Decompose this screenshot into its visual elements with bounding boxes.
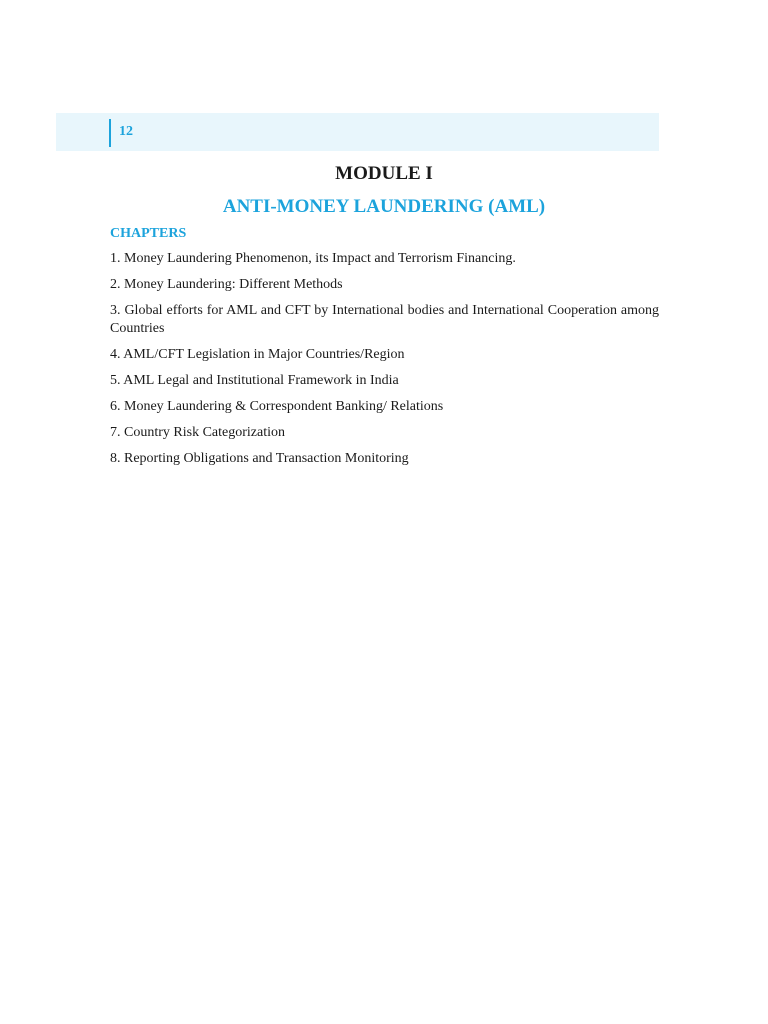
chapters-heading: CHAPTERS — [110, 226, 187, 241]
page-number: 12 — [119, 124, 133, 139]
chapter-item-7: 7. Country Risk Categorization — [110, 425, 285, 440]
chapter-item-6: 6. Money Laundering & Correspondent Banking/ Relations — [110, 399, 444, 414]
chapter-item-2: 2. Money Laundering: Different Methods — [110, 277, 343, 292]
module-title: MODULE I — [335, 163, 433, 184]
header-divider-bar — [109, 119, 111, 147]
page-header-band — [56, 113, 659, 151]
chapter-item-3: 3. Global efforts for AML and CFT by International bodies and International Cooperation among Countries — [110, 303, 659, 336]
chapter-item-8: 8. Reporting Obligations and Transaction Monitoring — [110, 451, 409, 466]
module-subtitle: ANTI-MONEY LAUNDERING (AML) — [222, 196, 546, 217]
chapter-item-1: 1. Money Laundering Phenomenon, its Impact and Terrorism Financing. — [110, 251, 516, 266]
chapter-item-4: 4. AML/CFT Legislation in Major Countries/Region — [110, 347, 405, 362]
chapter-item-5: 5. AML Legal and Institutional Framework in India — [110, 373, 399, 388]
chapter-list — [110, 250, 659, 476]
